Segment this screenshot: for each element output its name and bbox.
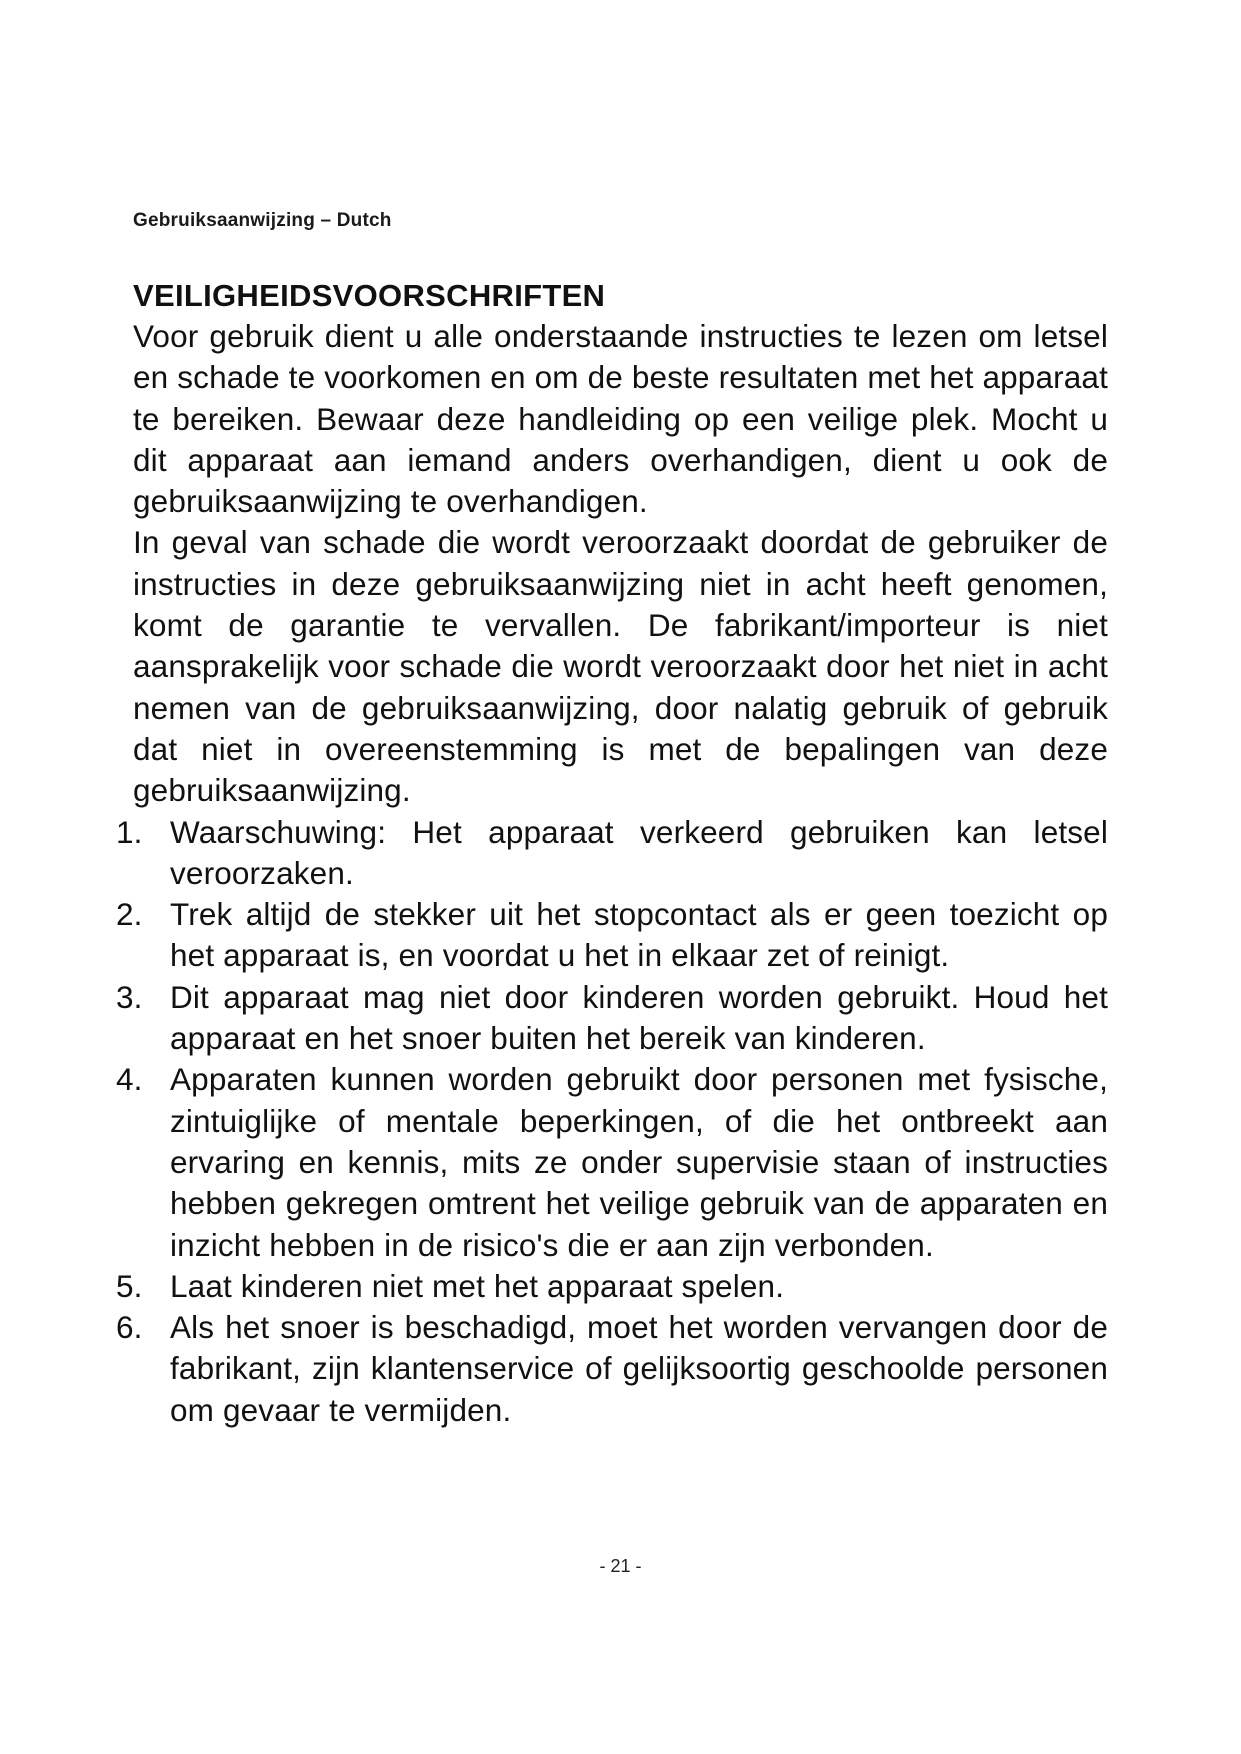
- section-title: VEILIGHEIDSVOORSCHRIFTEN: [133, 278, 606, 313]
- safety-section: [116, 276, 1108, 1431]
- list-item-number: 5.: [116, 1267, 143, 1304]
- list-item: [116, 1059, 1108, 1265]
- list-item: [116, 977, 1108, 1060]
- list-item-text: Trek altijd de stekker uit het stopcontact als er geen toezicht op het apparaat is, en voordat u het in elkaar zet of reinigt.: [170, 896, 1108, 974]
- list-item-text: Laat kinderen niet met het apparaat spelen.: [170, 1267, 785, 1304]
- list-item: [116, 1266, 1108, 1307]
- list-item-number: 6.: [116, 1309, 143, 1346]
- running-header: Gebruiksaanwijzing – Dutch: [133, 210, 392, 231]
- list-item: [116, 1307, 1108, 1431]
- list-item-text: Apparaten kunnen worden gebruikt door personen met fysische, zintuiglijke of mentale beperkingen, of die het ontbreekt aan ervaring en kennis, mits ze onder supervisie staan of instructies hebben gekregen omtrent het veilige gebruik van de apparaten en inzicht hebben in de risico's die er aan zijn verbonden.: [170, 1061, 1108, 1263]
- list-item-text: Als het snoer is beschadigd, moet het worden vervangen door de fabrikant, zijn klantenservice of gelijksoortig geschoolde personen om gevaar te vermijden.: [170, 1309, 1108, 1428]
- list-item-number: 4.: [116, 1061, 143, 1098]
- list-item-number: 1.: [116, 813, 143, 850]
- list-item-text: Dit apparaat mag niet door kinderen worden gebruikt. Houd het apparaat en het snoer buiten het bereik van kinderen.: [170, 978, 1108, 1057]
- list-item: [116, 812, 1108, 895]
- list-item-number: 2.: [116, 896, 143, 933]
- list-item-text: Waarschuwing: Het apparaat verkeerd gebruiken kan letsel veroorzaken.: [170, 813, 1108, 891]
- safety-instructions-list: [116, 812, 1108, 1431]
- list-item: [116, 894, 1108, 977]
- list-item-number: 3.: [116, 978, 143, 1015]
- intro-paragraph: Voor gebruik dient u alle onderstaande instructies te lezen om letsel en schade te voorkomen en om de beste resultaten met het apparaat te bereiken. Bewaar deze handleiding op een veilige plek. Mocht u dit apparaat aan iemand anders overhandigen, dient u ook de gebruiksaanwijzing te overhandigen.: [133, 318, 1108, 520]
- warranty-paragraph: In geval van schade die wordt veroorzaakt doordat de gebruiker de instructies in deze gebruiksaanwijzing niet in acht heeft genomen, komt de garantie te vervallen. De fabrikant/importeur is niet aansprakelijk voor schade die wordt veroorzaakt door het niet in acht nemen van de gebruiksaanwijzing, door nalatig gebruik of gebruik dat niet in overeenstemming is met de bepalingen van deze gebruiksaanwijzing.: [133, 524, 1108, 809]
- page-number: - 21 -: [599, 1556, 642, 1576]
